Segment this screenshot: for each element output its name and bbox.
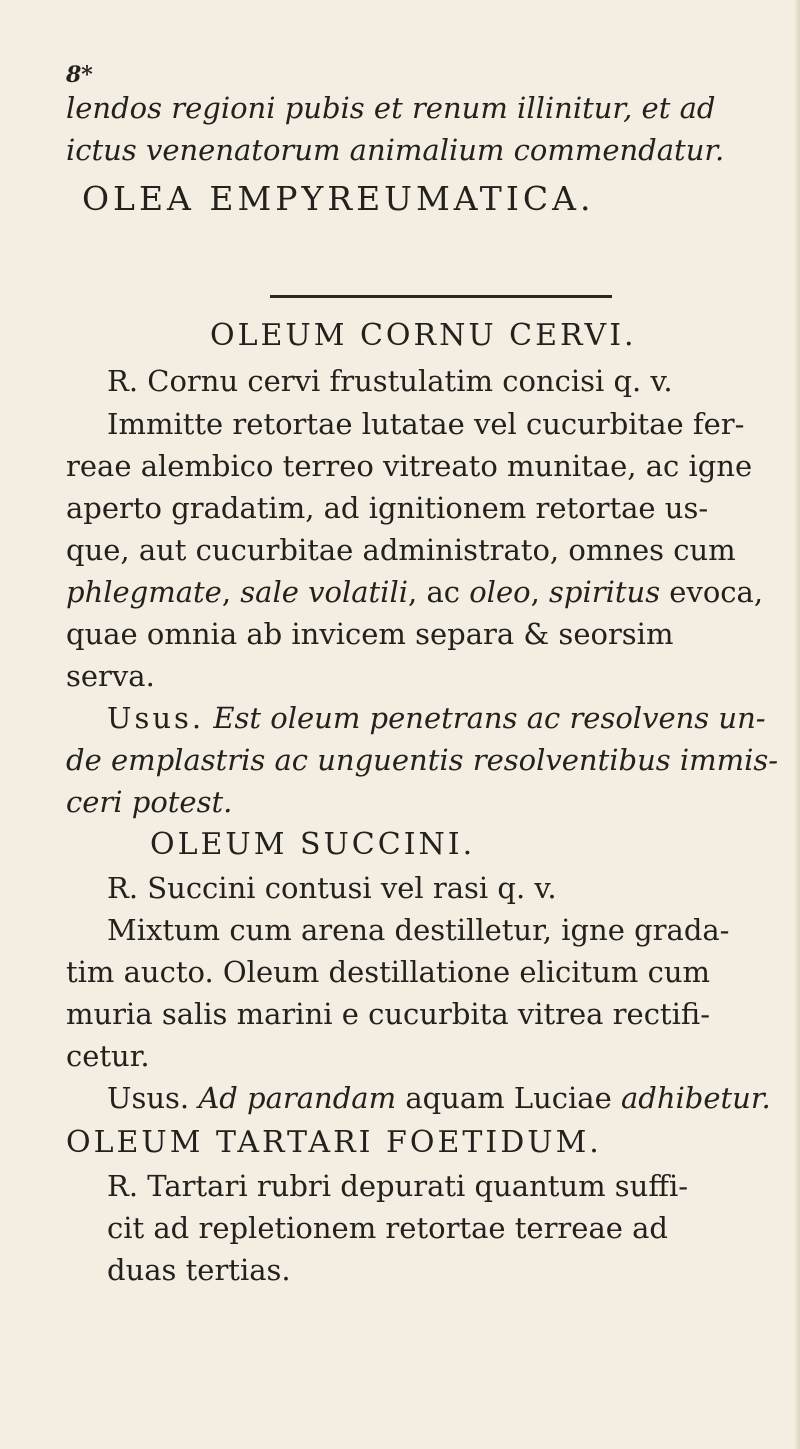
text-line: [107, 1081, 771, 1115]
text-line: R. Tartari rubri depurati quantum suffi-: [107, 1169, 689, 1203]
text-fragment: ,: [530, 575, 549, 609]
text-line: duas tertias.: [107, 1253, 291, 1287]
text-fragment: Est oleum penetrans ac resolvens un-: [213, 701, 766, 735]
text-line: reae alembico terreo vitreato munitae, ac igne: [66, 449, 753, 483]
text-line: aperto gradatim, ad ignitionem retortae us-: [66, 491, 709, 525]
text-fragment: , ac: [408, 575, 470, 609]
text-line: que, aut cucurbitae administrato, omnes cum: [66, 533, 736, 567]
text-fragment: evoca,: [660, 575, 764, 609]
text-fragment: oleo: [469, 575, 531, 609]
heading-oleum-cornu-cervi: OLEUM CORNU CERVI.: [210, 318, 637, 353]
text-line: R. Cornu cervi frustulatim concisi q. v.: [107, 364, 673, 398]
text-line: cit ad repletionem retortae terreae ad: [107, 1211, 668, 1245]
text-line: Immitte retortae lutatae vel cucurbitae fer-: [107, 407, 745, 441]
section-title: OLEA EMPYREUMATICA.: [82, 179, 595, 218]
text-line: de emplastris ac unguentis resolventibus immis-: [66, 743, 779, 777]
text-line: [107, 701, 766, 735]
page-number: 8*: [66, 62, 93, 88]
usus-label: Usus.: [107, 1081, 190, 1115]
text-fragment: phlegmate: [66, 575, 222, 609]
text-fragment: ,: [221, 575, 241, 609]
text-line: ceri potest.: [66, 785, 233, 819]
text-line: tim aucto. Oleum destillatione elicitum cum: [66, 955, 711, 989]
text-fragment: adhibetur.: [620, 1081, 771, 1115]
text-line: R. Succini contusi vel rasi q. v.: [107, 871, 557, 905]
page-edge-shadow: [794, 0, 800, 1449]
heading-oleum-succini: OLEUM SUCCINI.: [150, 827, 476, 862]
text-fragment: spiritus: [549, 575, 661, 609]
text-line: cetur.: [66, 1039, 150, 1073]
divider-rule: [270, 295, 612, 298]
text-line: Mixtum cum arena destilletur, igne grada-: [107, 913, 730, 947]
text-fragment: aquam Luciae: [405, 1081, 612, 1115]
text-line: serva.: [66, 659, 155, 693]
text-line: muria salis marini e cucurbita vitrea rectifi-: [66, 997, 711, 1031]
text-fragment: sale volatili: [240, 575, 409, 609]
text-line: [66, 575, 764, 609]
heading-oleum-tartari-foetidum: OLEUM TARTARI FOETIDUM.: [66, 1125, 602, 1160]
text-fragment: Ad parandam: [198, 1081, 397, 1115]
text-line: lendos regioni pubis et renum illinitur, et ad: [66, 91, 716, 125]
text-line: quae omnia ab invicem separa & seorsim: [66, 617, 674, 651]
usus-label: Usus.: [107, 701, 205, 735]
text-line: ictus venenatorum animalium commendatur.: [66, 133, 725, 167]
